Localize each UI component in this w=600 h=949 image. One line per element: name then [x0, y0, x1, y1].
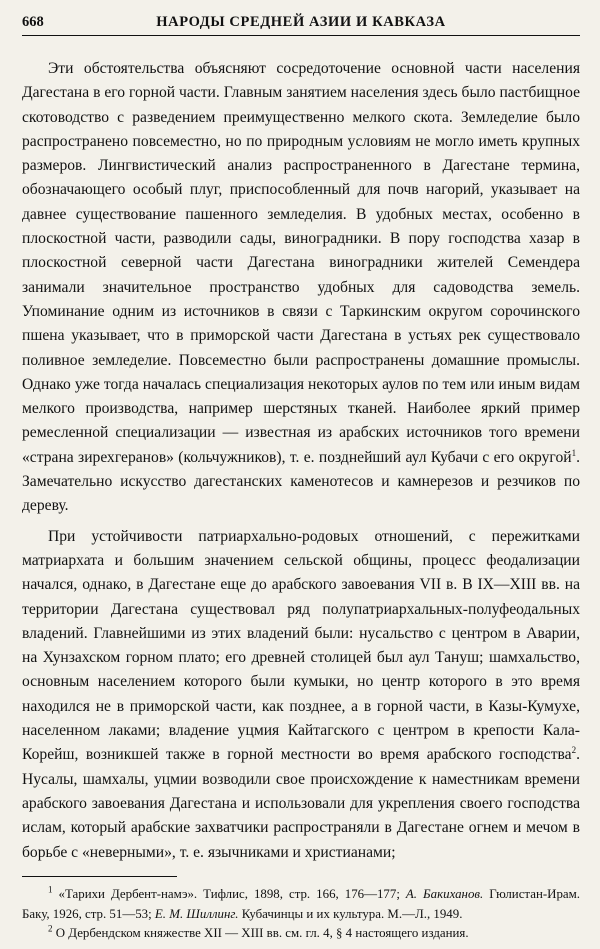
paragraph-2-text-b: . Нусалы, шамхалы, уцмии возводили свое происхождение к наместникам времени арабского завоевания Дагестана и использовали для укрепления своего господства ислам, который арабские захватчики распространяли в Дагестане огнем и мечом в борьбе с «неверными», т. е. язычниками и христианами;	[22, 746, 580, 861]
running-header	[22, 14, 580, 36]
footnote-1	[22, 885, 580, 924]
footnote-2-mark: 2	[48, 923, 53, 934]
footnote-1-author-b: Е. М. Шиллинг.	[154, 906, 239, 921]
footnote-ref-2: 2	[571, 745, 577, 756]
footnote-1-text-c: Кубачинцы и их культура. М.—Л., 1949.	[238, 906, 463, 921]
paragraph-1-text-b: . Замечательно искусство дагестанских каменотесов и камнерезов и резчиков по дереву.	[22, 448, 580, 515]
footnote-2	[22, 924, 580, 944]
footnote-1-text-b: Гюлистан-Ирам. Баку, 1926, стр. 51—53;	[22, 886, 580, 921]
footnote-1-text-a: «Тарихи Дербент-намэ». Тифлис, 1898, стр. 166, 176—177;	[52, 886, 406, 901]
running-title: НАРОДЫ СРЕДНЕЙ АЗИИ И КАВКАЗА	[156, 14, 446, 30]
paragraph-2	[22, 525, 580, 865]
footnote-divider	[22, 876, 177, 877]
footnote-2-text: О Дербендском княжестве XII — XIII вв. см. гл. 4, § 4 настоящего издания.	[52, 926, 469, 941]
paragraph-1-text-a: Эти обстоятельства объясняют сосредоточение основной части населения Дагестана в его горной части. Главным занятием населения здесь было пастбищное скотоводство с разведением преимущественно мелкого скота. Земледелие было распространено повсеместно, но по природным условиям не могло иметь крупных размеров. Лингвистический анализ распространенного в Дагестане термина, обозначающего особый плуг, приспособленный для почв нагорий, указывает на давнее существование пашенного земледелия. В удобных местах, особенно в плоскостной части, разводили сады, виноградники. В пору господства хазар в плоскостной северной части Дагестана виноградники жителей Семендера занимали значительное пространство удобных для садоводства земель. Упоминание одним из источников в связи с Таркинским округом сорочинского пшена указывает, что в приморской части Дагестана в устьях рек существовало поливное земледелие. Повсеместно были распространены домашние промыслы. Однако уже тогда началась специализация некоторых аулов по тем или иным видам мелкого производства, например шерстяных тканей. Наиболее яркий пример ремесленной специализации — известная из арабских источников того времени «страна зирехгеранов» (кольчужников), т. е. позднейший аул Кубачи с его округой	[22, 60, 580, 466]
footnote-1-mark: 1	[48, 884, 53, 895]
page-number: 668	[22, 14, 44, 30]
footnote-ref-1: 1	[571, 447, 577, 458]
main-text	[22, 57, 580, 865]
footnote-1-author-a: А. Бакиханов.	[405, 886, 484, 901]
paragraph-2-text-a: При устойчивости патриархально-родовых отношений, с пережитками матриархата и большим значением сельской общины, процесс феодализации начался, однако, в Дагестане еще до арабского завоевания VII в. В IX—XIII вв. на территории Дагестана существовал ряд полупатриархальных-полуфеодальных владений. Главнейшими из этих владений были: нусальство с центром в Аварии, на Хунзахском горном плато; его древней столицей был аул Тануш; шамхальство, основным населением которого были кумыки, но центр которого в это время находился не в приморской части, как позднее, а в горной части, в Казы-Кумухе, населенном лаками; владение уцмия Кайтагского с центром в крепости Кала-Корейш, возникшей также в горной местности во время арабского господства	[22, 527, 580, 764]
paragraph-1	[22, 57, 580, 519]
